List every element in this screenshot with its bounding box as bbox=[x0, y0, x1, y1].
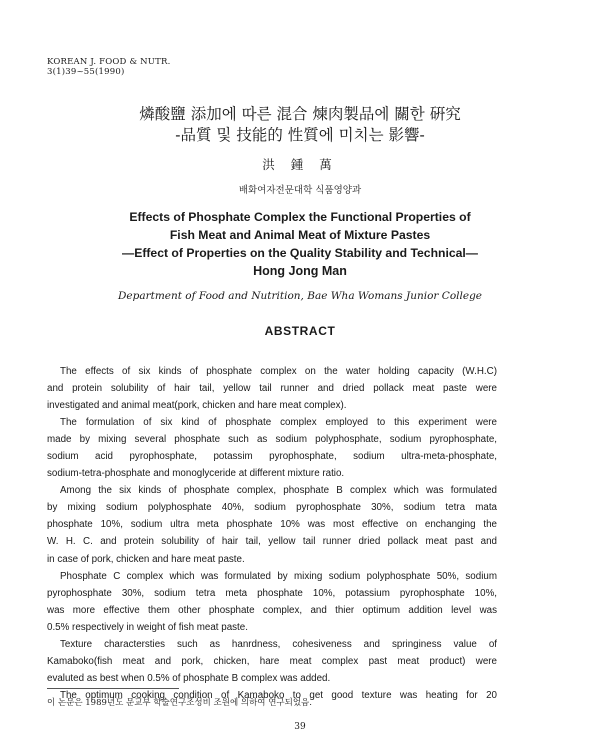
journal-volume: 3(1)39~55(1990) bbox=[47, 67, 125, 77]
abstract-body bbox=[47, 363, 497, 704]
abstract-line: 0.5% respectively in weight of fish meat paste. bbox=[47, 621, 248, 633]
footnote: 이 논문은 1989년도 문교부 학술연구조성비 조원에 의하여 연구되었음. bbox=[47, 698, 312, 708]
abstract-line: phosphate 10%, sodium ultra meta phosphate 10% was most effective on enchanging the bbox=[47, 519, 497, 531]
korean-title-line1: 燐酸鹽 添加에 따른 混合 煉肉製品에 關한 硏究 bbox=[139, 105, 461, 123]
abstract-line: Kamaboko(fish meat and pork, chicken, hare meat complex past meat product) were bbox=[47, 655, 497, 667]
english-title-line2: Fish Meat and Animal Meat of Mixture Pastes bbox=[169, 228, 431, 242]
abstract-line: W. H. C. and protein solubility of hair tail, yellow tail runner dried pollack meat past and bbox=[47, 536, 497, 548]
journal-name: KOREAN J. FOOD & NUTR. bbox=[47, 57, 171, 67]
abstract-line: made by mixing several phosphate such as sodium polyphosphate, sodium pyrophosphate, bbox=[47, 434, 497, 446]
abstract-line: The formulation of six kind of phosphate complex employed to this experiment were bbox=[60, 417, 497, 429]
abstract-line: was more effective them other phosphate complex, and thier optimum addition level was bbox=[47, 604, 497, 616]
abstract-line: and protein solubility of hair tail, yellow tail runner and dried pollack meat paste were bbox=[47, 383, 497, 395]
abstract-line: Phosphate C complex which was formulated by mixing sodium polyphosphate 50%, sodium bbox=[60, 570, 497, 582]
korean-subtitle: -品質 및 技能的 性質에 미치는 影響- bbox=[175, 126, 425, 144]
abstract-heading: ABSTRACT bbox=[264, 324, 336, 338]
korean-affiliation: 배화여자전문대학 식품영양과 bbox=[238, 185, 362, 196]
abstract-line: sodium acid pyrophosphate, potassim pyrophosphate, sodium ultra-meta-phosphate, bbox=[47, 451, 497, 463]
journal-citation bbox=[47, 57, 171, 77]
korean-author: 洪 鍾 萬 bbox=[262, 157, 338, 172]
english-subtitle: —Effect of Properties on the Quality Stability and Technical— bbox=[122, 246, 478, 260]
abstract-line: by mixing sodium polyphosphate 40%, sodium pyrophosphate 30%, sodium tetra mata bbox=[47, 502, 497, 514]
abstract-line: Texture charactersties such as hanrdness, cohesiveness and springiness value of bbox=[60, 638, 497, 650]
english-title bbox=[0, 208, 600, 262]
abstract-line: pyrophosphate 30%, sodium tetra meta phosphate 10%, potassium pyrophosphate 10%, bbox=[47, 587, 497, 599]
abstract-line: investigated and animal meat(pork, chicken and hare meat complex). bbox=[47, 400, 347, 412]
footnote-divider bbox=[47, 688, 179, 689]
page-number: 39 bbox=[294, 722, 306, 732]
abstract-line: in case of pork, chicken and hare meat paste. bbox=[47, 553, 245, 565]
english-author: Hong Jong Man bbox=[253, 264, 347, 278]
english-title-line1: Effects of Phosphate Complex the Functional Properties of bbox=[129, 210, 471, 224]
abstract-line: evaluted as best when 0.5% of phosphate B complex was added. bbox=[47, 672, 331, 684]
abstract-line: sodium-tetra-phosphate and monoglyceride at different mixture ratio. bbox=[47, 468, 345, 480]
english-affiliation: Department of Food and Nutrition, Bae Wha Womans Junior College bbox=[117, 290, 483, 302]
abstract-line: The optimum cooking condition of Kamaboko to get good texture was heating for 20 bbox=[60, 689, 497, 701]
abstract-line: The effects of six kinds of phosphate complex on the water holding capacity (W.H.C) bbox=[60, 366, 497, 377]
abstract-line: Among the six kinds of phosphate complex, phosphate B complex which was formulated bbox=[60, 485, 497, 497]
korean-title bbox=[0, 104, 600, 146]
